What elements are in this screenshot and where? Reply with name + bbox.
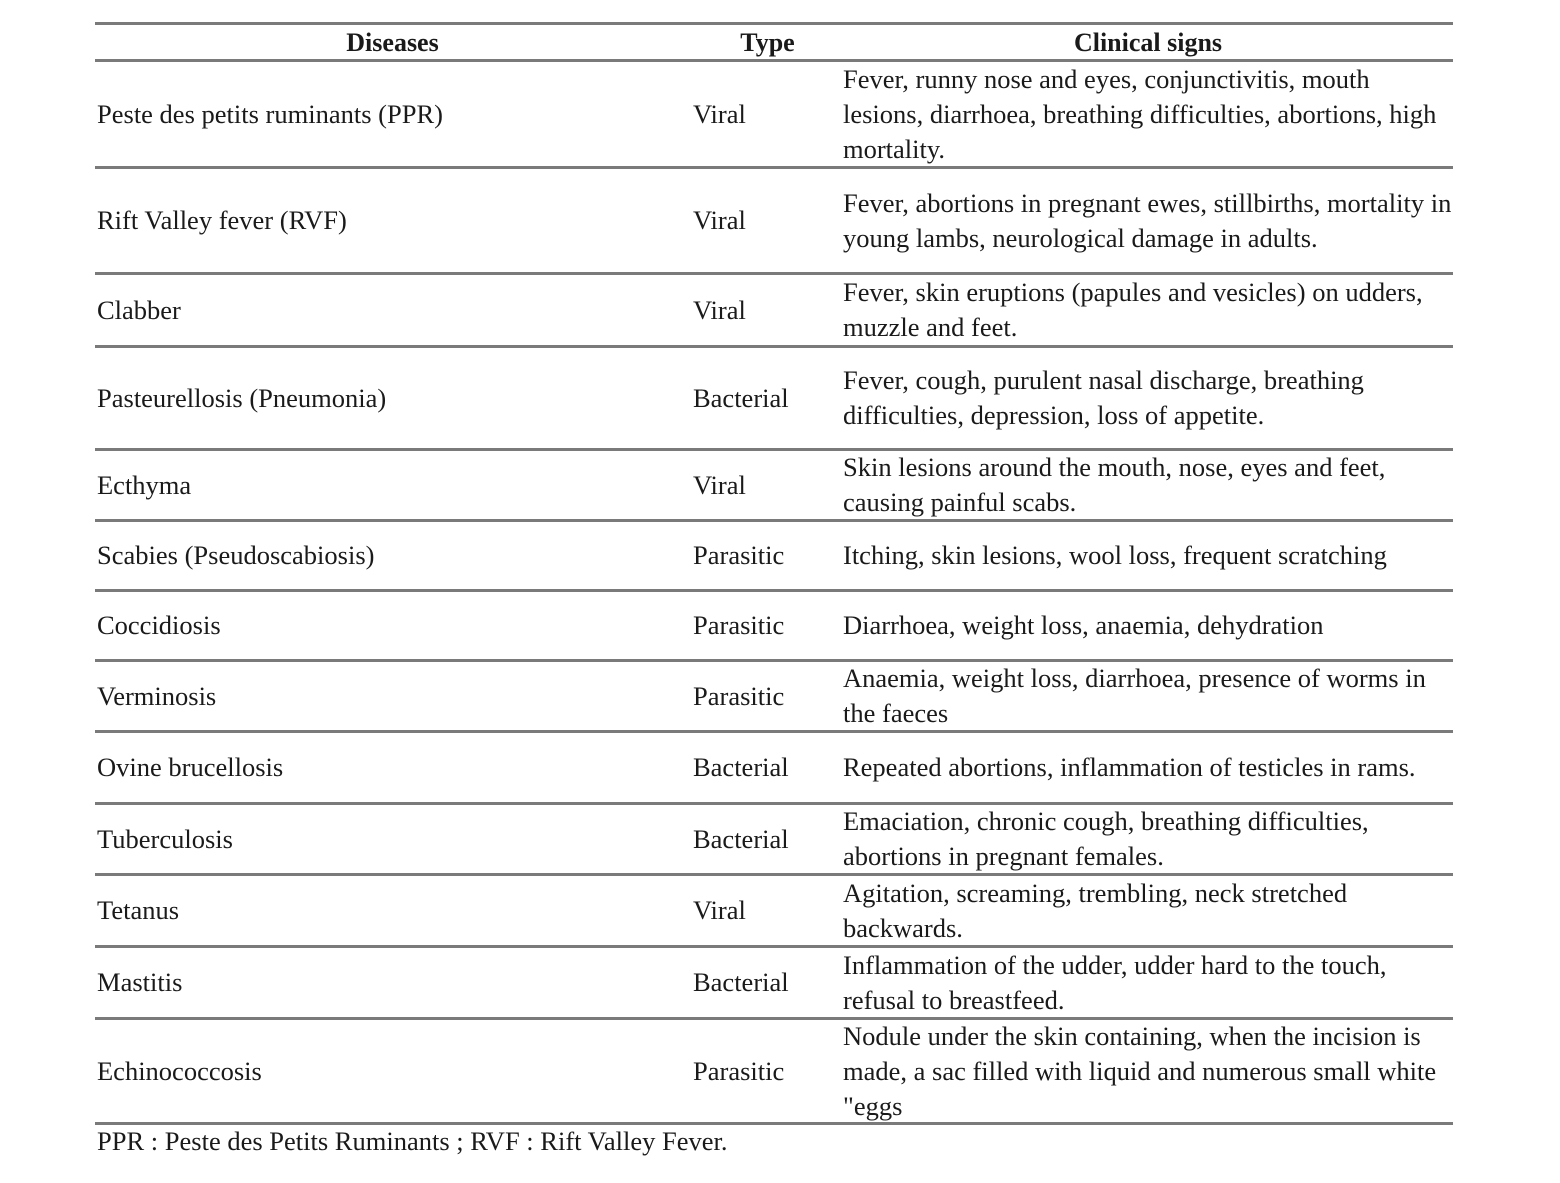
type-cell: Parasitic <box>693 680 785 711</box>
clinical-signs-cell: Fever, skin eruptions (papules and vesicles) on udders, muzzle and feet. <box>843 277 1423 342</box>
type-cell: Bacterial <box>693 752 789 782</box>
header-diseases: Diseases <box>346 28 439 57</box>
type-cell: Viral <box>693 294 746 325</box>
type-cell: Parasitic <box>693 610 785 640</box>
table-row <box>95 1020 1453 1122</box>
table-row <box>95 348 1453 448</box>
disease-cell: Verminosis <box>97 680 217 711</box>
type-cell: Bacterial <box>693 382 789 413</box>
clinical-signs-cell: Anaemia, weight loss, diarrhoea, presence of worms in the faeces <box>843 663 1426 728</box>
table-row <box>95 62 1453 166</box>
clinical-signs-cell: Emaciation, chronic cough, breathing difficulties, abortions in pregnant females. <box>843 806 1369 871</box>
table-row <box>95 592 1453 659</box>
table-row <box>95 169 1453 272</box>
type-cell: Viral <box>693 895 746 925</box>
header-type: Type <box>740 28 795 57</box>
header-clinical-signs: Clinical signs <box>1073 28 1223 57</box>
disease-cell: Mastitis <box>97 967 183 997</box>
type-cell: Parasitic <box>693 540 785 570</box>
disease-cell: Tuberculosis <box>97 823 233 854</box>
clinical-signs-cell: Diarrhoea, weight loss, anaemia, dehydration <box>843 610 1324 640</box>
disease-cell: Scabies (Pseudoscabiosis) <box>97 540 375 570</box>
type-cell: Viral <box>693 205 746 235</box>
table-row <box>95 451 1453 519</box>
header-row <box>95 25 1453 60</box>
clinical-signs-cell: Repeated abortions, inflammation of testicles in rams. <box>843 752 1416 782</box>
table-row <box>95 662 1453 730</box>
clinical-signs-cell: Itching, skin lesions, wool loss, frequent scratching <box>843 540 1387 570</box>
type-cell: Viral <box>693 98 746 129</box>
disease-cell: Pasteurellosis (Pneumonia) <box>97 382 387 413</box>
disease-cell: Tetanus <box>97 895 180 925</box>
table-row <box>95 876 1453 945</box>
table-row <box>95 733 1453 802</box>
type-cell: Viral <box>693 469 746 500</box>
type-cell: Parasitic <box>693 1055 785 1086</box>
table-row <box>95 522 1453 589</box>
clinical-signs-cell: Agitation, screaming, trembling, neck stretched backwards. <box>843 877 1348 943</box>
clinical-signs-cell: Fever, cough, purulent nasal discharge, breathing difficulties, depression, loss of appetite. <box>843 365 1364 430</box>
clinical-signs-cell: Fever, abortions in pregnant ewes, stillbirths, mortality in young lambs, neurological damage in adults. <box>843 187 1452 253</box>
type-cell: Bacterial <box>693 967 789 997</box>
type-cell: Bacterial <box>693 823 789 854</box>
clinical-signs-cell: Nodule under the skin containing, when the incision is made, a sac filled with liquid and numerous small white "eggs <box>843 1020 1437 1121</box>
table-row <box>95 805 1453 873</box>
disease-cell: Coccidiosis <box>97 610 221 640</box>
disease-cell: Peste des petits ruminants (PPR) <box>97 98 443 129</box>
table-row <box>95 948 1453 1017</box>
table-row <box>95 275 1453 345</box>
disease-cell: Echinococcosis <box>97 1055 262 1086</box>
clinical-signs-cell: Inflammation of the udder, udder hard to the touch, refusal to breastfeed. <box>843 949 1387 1015</box>
clinical-signs-cell: Fever, runny nose and eyes, conjunctivitis, mouth lesions, diarrhoea, breathing difficulties, abortions, high mortality. <box>843 63 1437 164</box>
clinical-signs-cell: Skin lesions around the mouth, nose, eyes and feet, causing painful scabs. <box>843 452 1386 517</box>
disease-cell: Ecthyma <box>97 469 192 500</box>
disease-cell: Rift Valley fever (RVF) <box>97 205 347 235</box>
disease-cell: Ovine brucellosis <box>97 752 284 782</box>
footnote: PPR : Peste des Petits Ruminants ; RVF : Rift Valley Fever. <box>97 1126 728 1156</box>
disease-cell: Clabber <box>97 294 181 325</box>
